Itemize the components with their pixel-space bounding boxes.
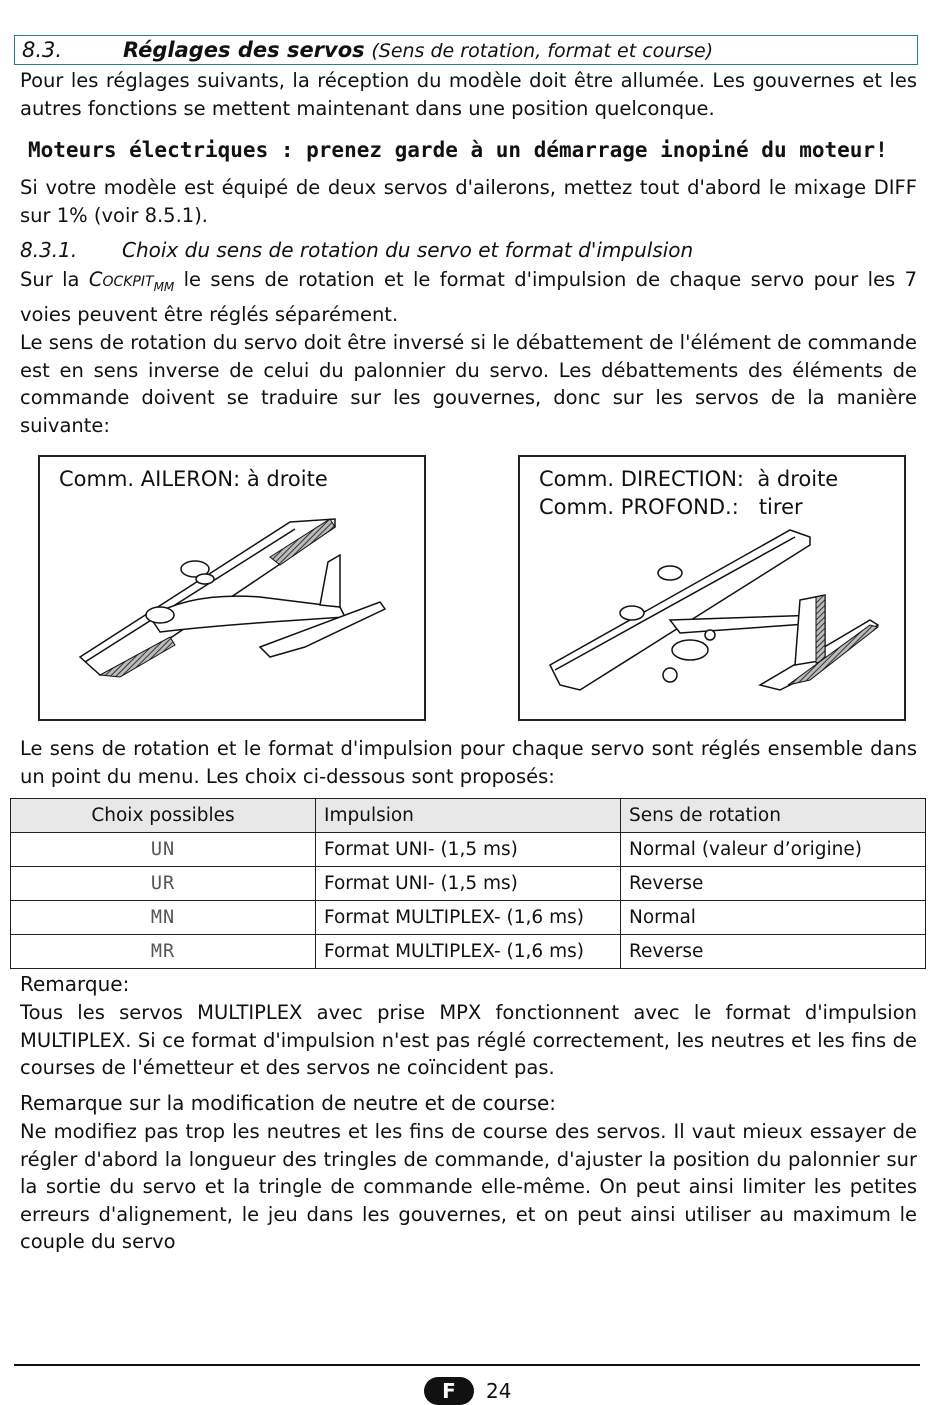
para1-prefix: Sur la xyxy=(20,268,89,291)
header-direction: Sens de rotation xyxy=(621,799,926,833)
servo-options-table xyxy=(10,798,926,969)
choice-code: UN xyxy=(11,833,316,867)
aileron-airplane-drawing xyxy=(40,497,424,719)
page-number: 24 xyxy=(486,1379,512,1403)
section-number: 8.3. xyxy=(22,38,63,62)
table-row xyxy=(11,833,926,867)
remark-text: Tous les servos MULTIPLEX avec prise MPX fonctionnent avec le format d'impulsion MULTIPLEX. Si ce format d'impulsion n'est pas réglé correctement, les neutres et les fins de courses de l'émetteur et des servos ne coïncident pas. xyxy=(20,1001,917,1079)
aileron-label: Comm. AILERON: à droite xyxy=(59,467,328,491)
header-choices: Choix possibles xyxy=(11,799,316,833)
choice-code: UR xyxy=(11,867,316,901)
rudder-elevator-figure xyxy=(518,455,906,721)
rudder-elevator-airplane-drawing xyxy=(520,525,904,719)
table-row xyxy=(11,935,926,969)
footer-rule xyxy=(14,1364,920,1366)
rotation-direction: Normal xyxy=(621,901,926,935)
section-title xyxy=(123,36,713,65)
rotation-direction: Reverse xyxy=(621,935,926,969)
rotation-direction: Reverse xyxy=(621,867,926,901)
table-row xyxy=(11,867,926,901)
remark-title: Remarque: xyxy=(20,972,130,996)
rotation-direction: Normal (valeur d’origine) xyxy=(621,833,926,867)
diff-note-paragraph: Si votre modèle est équipé de deux servos d'ailerons, mettez tout d'abord le mixage DIFF sur 1% (voir 8.5.1). xyxy=(20,176,917,227)
pulse-format: Format UNI- (1,5 ms) xyxy=(316,867,621,901)
remark2-text: Ne modifiez pas trop les neutres et les fins de course des servos. Il vaut mieux essayer de régler d'abord la longueur des tringles de commande, d'ajuster la position du palonnier sur la sortie du servo et la tringle de commande elle-même. On peut ainsi limiter les petites erreurs d'alignement, le jeu dans les gouvernes, et on peut ainsi utiliser au maximum le couple du servo xyxy=(20,1120,917,1253)
aileron-figure xyxy=(38,455,426,721)
section-heading xyxy=(14,35,918,65)
pulse-format: Format MULTIPLEX- (1,6 ms) xyxy=(316,901,621,935)
table-row xyxy=(11,901,926,935)
section-title-main: Réglages des servos xyxy=(123,38,365,62)
pulse-format: Format MULTIPLEX- (1,6 ms) xyxy=(316,935,621,969)
subsection-number: 8.3.1. xyxy=(20,238,78,262)
brand-sub: MM xyxy=(153,279,175,294)
para1-suffix: le sens de rotation et le format d'impulsion de chaque servo pour les 7 voies peuvent être réglés séparément. xyxy=(20,268,917,327)
direction-label: Comm. DIRECTION: à droite xyxy=(539,467,839,491)
paragraph-direction: Le sens de rotation du servo doit être inversé si le débattement de l'élément de commande est en sens inverse de celui du palonnier du servo. Les débattements des éléments de commande doivent se traduire sur les gouvernes, donc sur les servos de la manière suivante: xyxy=(20,331,917,437)
section-subtitle: (Sens de rotation, format et course) xyxy=(371,40,714,62)
language-badge: F xyxy=(424,1377,474,1405)
paragraph-cockpit xyxy=(20,266,917,329)
elevator-label: Comm. PROFOND.: tirer xyxy=(539,495,803,519)
pulse-format: Format UNI- (1,5 ms) xyxy=(316,833,621,867)
choice-code: MN xyxy=(11,901,316,935)
subsection-title: Choix du sens de rotation du servo et format d'impulsion xyxy=(122,238,694,262)
table-header-row xyxy=(11,799,926,833)
header-pulse: Impulsion xyxy=(316,799,621,833)
paragraph-menu: Le sens de rotation et le format d'impulsion pour chaque servo sont réglés ensemble dans un point du menu. Les choix ci-dessous sont proposés: xyxy=(20,737,917,788)
intro-paragraph: Pour les réglages suivants, la réception du modèle doit être allumée. Les gouvernes et les autres fonctions se mettent maintenant dans une position quelconque. xyxy=(20,69,917,120)
warning-text: Moteurs électriques : prenez garde à un démarrage inopiné du moteur! xyxy=(28,138,888,162)
brand-name: Cockpit xyxy=(88,268,154,291)
remark2-title: Remarque sur la modification de neutre et de course: xyxy=(20,1091,557,1115)
choice-code: MR xyxy=(11,935,316,969)
